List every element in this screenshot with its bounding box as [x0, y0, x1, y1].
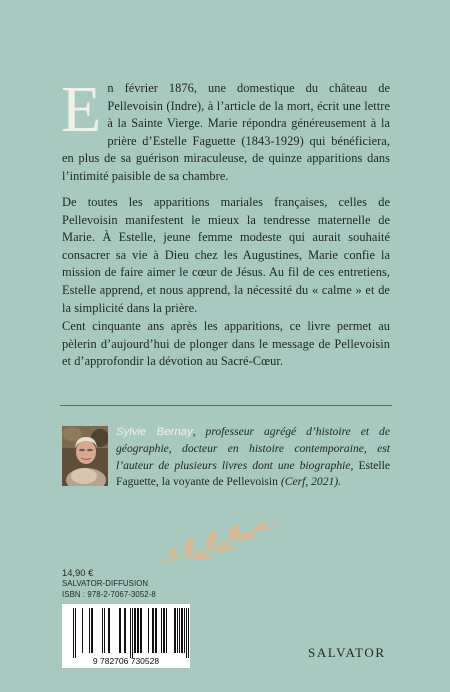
- author-name: Sylvie Bernay: [116, 426, 193, 438]
- author-bio-text-2: (Cerf, 2021).: [277, 475, 342, 489]
- author-bio: [116, 424, 390, 491]
- barcode-bars: [62, 604, 190, 668]
- drop-cap: E: [61, 73, 102, 146]
- publisher-logo: SALVATOR: [308, 645, 386, 660]
- intro-text: n février 1876, une domestique du château de Pellevoisin (Indre), à l’article de la mort, écrit une lettre à la Sainte Vierge. Marie répondra généreusement à la prière d’Estelle Faguette (1843-1929) qui bénéficiera, en plus de sa guérison miraculeuse, de quinze apparitions dans l’intimité paisible de sa chambre.: [62, 81, 390, 183]
- olive-branch-icon: [158, 521, 282, 569]
- author-bio-text-1: , professeur agrégé d’histoire et de géographie, docteur en histoire contemporaine, est l’auteur de plusieurs livres dont une biographie,: [116, 425, 390, 472]
- price: 14,90 €: [62, 567, 94, 578]
- barcode: [62, 604, 190, 668]
- isbn: ISBN : 978-2-7067-3052-8: [62, 590, 156, 599]
- apparitions-paragraph: De toutes les apparitions mariales françaises, celles de Pellevoisin manifestent le mieux la tendresse maternelle de Marie. À Estelle, jeune femme modeste qui aurait souhaité consacrer sa vie à Dieu chez les Augustines, Marie confie la mission de faire aimer le cœur de Jésus. Au fil de ces entretiens, Estelle apprend, et nous apprend, la nécessité du « calme » et de la simplicité dans la prière.: [62, 195, 390, 315]
- barcode-digits: 9 782706 730528: [92, 656, 160, 666]
- price-block: [62, 567, 156, 600]
- book-purpose-paragraph: Cent cinquante ans après les apparitions, ce livre permet au pèlerin d’aujourd’hui de plonger dans le message de Pellevoisin et d’approfondir la dévotion au Sacré-Cœur.: [62, 319, 390, 369]
- author-photo: [62, 426, 108, 486]
- distributor: SALVATOR-DIFFUSION: [62, 579, 149, 588]
- author-book-title: Estelle Faguette, la voyante de Pellevoisin: [116, 458, 390, 489]
- divider-line: [60, 405, 392, 406]
- intro-paragraph: [61, 73, 390, 186]
